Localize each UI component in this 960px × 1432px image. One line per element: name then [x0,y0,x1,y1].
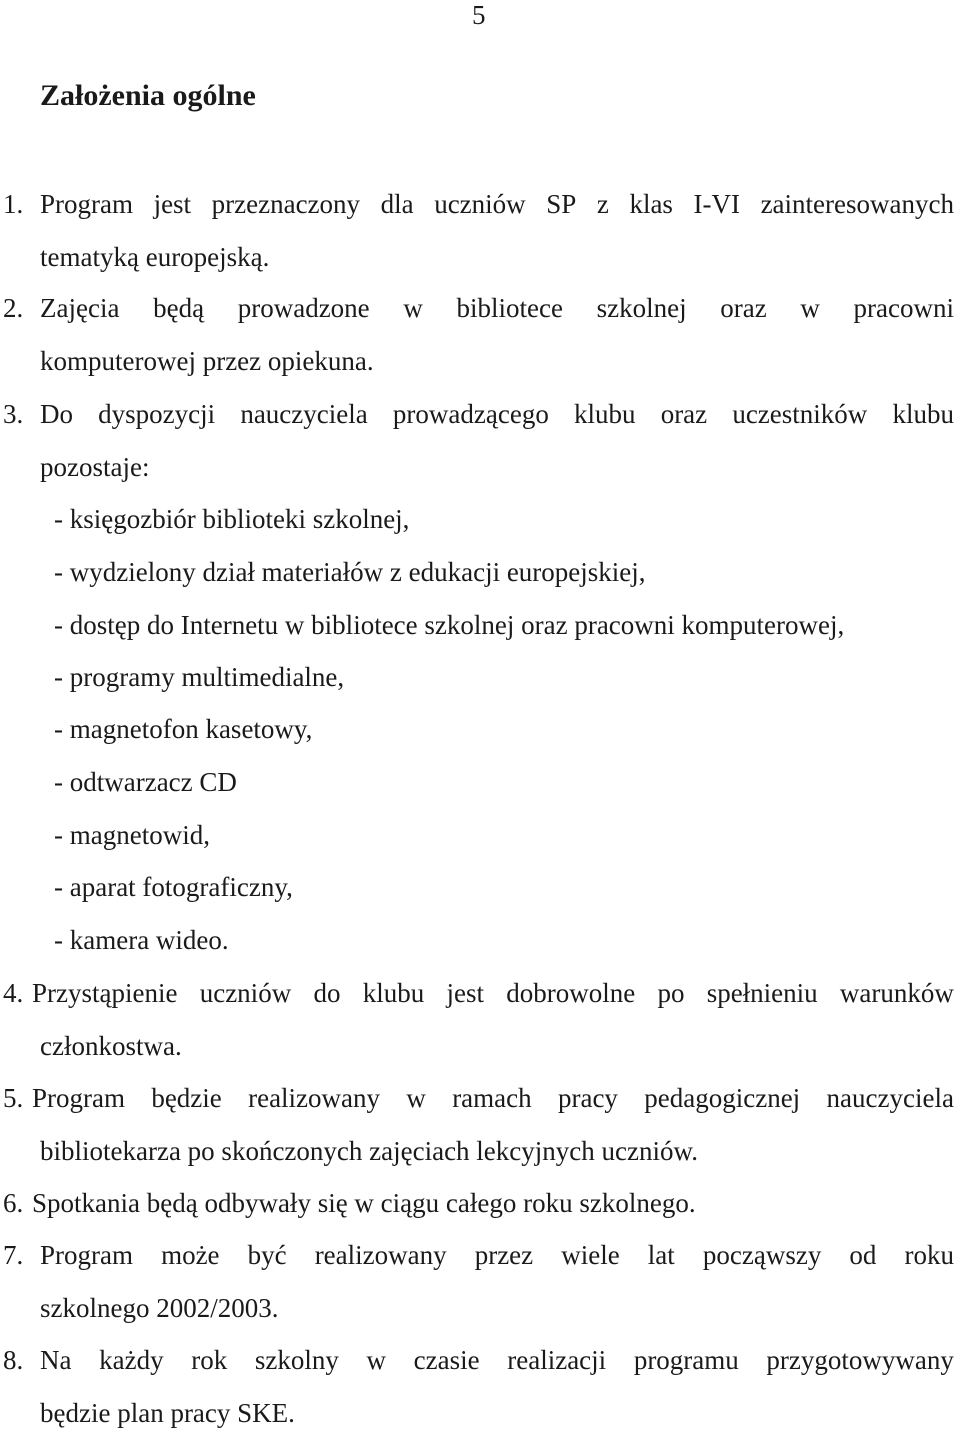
word: każdy [99,1345,164,1375]
word: realizowany [314,1240,447,1270]
list-item-number: 2. [3,293,24,323]
word: dla [380,189,414,219]
word: być [247,1240,287,1270]
word: Na [40,1345,72,1375]
list-item-continuation: pozostaje: [40,452,150,482]
justified-line [40,1238,954,1272]
word: po [657,978,685,1008]
word: Zajęcia [40,293,120,323]
word: ramach [452,1083,532,1113]
list-item-continuation: komputerowej przez opiekuna. [40,346,374,376]
word: Przystąpienie [32,978,178,1008]
word: oraz [660,399,708,429]
word: spełnieniu [706,978,818,1008]
word: szkolny [254,1345,339,1375]
word: zainteresowanych [760,189,954,219]
word: klubu [892,399,954,429]
word: będą [153,293,205,323]
word: czasie [413,1345,480,1375]
list-item-continuation: bibliotekarza po skończonych zajęciach lekcyjnych uczniów. [40,1136,698,1166]
word: uczniów [199,978,292,1008]
word: Program [40,1240,133,1270]
word: Program [32,1083,125,1113]
word: przygotowywany [766,1345,954,1375]
list-item-number: 6. [3,1188,24,1218]
word: SP [546,189,577,219]
word: dyspozycji [98,399,216,429]
word: programu [633,1345,739,1375]
word: pedagogicznej [644,1083,801,1113]
word: w [403,293,423,323]
page-number: 5 [472,0,486,30]
word: warunków [839,978,954,1008]
word: realizacji [507,1345,607,1375]
word: z [596,189,609,219]
justified-line [40,397,954,431]
word: do [313,978,341,1008]
word: Do [40,399,73,429]
word: Program [40,189,133,219]
list-item-continuation: tematyką europejską. [40,242,270,272]
list-item-number: 8. [3,1345,24,1375]
word: uczestników [732,399,868,429]
word: nauczyciela [826,1083,954,1113]
list-item-text: Spotkania będą odbywały się w ciągu całego roku szkolnego. [32,1188,696,1218]
word: w [406,1083,426,1113]
list-item-continuation: szkolnego 2002/2003. [40,1293,279,1323]
word: klas [629,189,673,219]
word: klubu [362,978,425,1008]
word: przeznaczony [211,189,361,219]
page-title: Założenia ogólne [40,79,256,112]
word: klubu [574,399,636,429]
word: jest [446,978,484,1008]
word: w [366,1345,387,1375]
word: w [800,293,820,323]
word: I-VI [693,189,740,219]
justified-line [40,291,954,325]
word: prowadzącego [392,399,549,429]
list-item-number: 1. [3,189,24,219]
word: nauczyciela [240,399,368,429]
justified-line [40,1343,954,1377]
word: prowadzone [237,293,370,323]
word: uczniów [434,189,526,219]
list-item-continuation: będzie plan pracy SKE. [40,1398,295,1428]
word: jest [153,189,192,219]
word: lat [647,1240,675,1270]
word: oraz [720,293,767,323]
word: wiele [561,1240,620,1270]
list-item-number: 4. [3,978,24,1008]
word: przez [474,1240,534,1270]
word: roku [904,1240,954,1270]
word: dobrowolne [506,978,636,1008]
word: począwszy [702,1240,822,1270]
list-item-number: 5. [3,1083,24,1113]
justified-line [32,1081,954,1115]
justified-line [32,976,954,1010]
word: pracy [557,1083,618,1113]
word: będzie [151,1083,222,1113]
word: szkolnej [596,293,687,323]
word: pracowni [853,293,954,323]
list-item-continuation: członkostwa. [40,1031,182,1061]
word: bibliotece [456,293,563,323]
word: może [161,1240,220,1270]
word: od [849,1240,877,1270]
word: rok [191,1345,228,1375]
list-item-number: 3. [3,399,24,429]
list-item-number: 7. [3,1240,24,1270]
justified-line [40,187,954,221]
word: realizowany [248,1083,381,1113]
